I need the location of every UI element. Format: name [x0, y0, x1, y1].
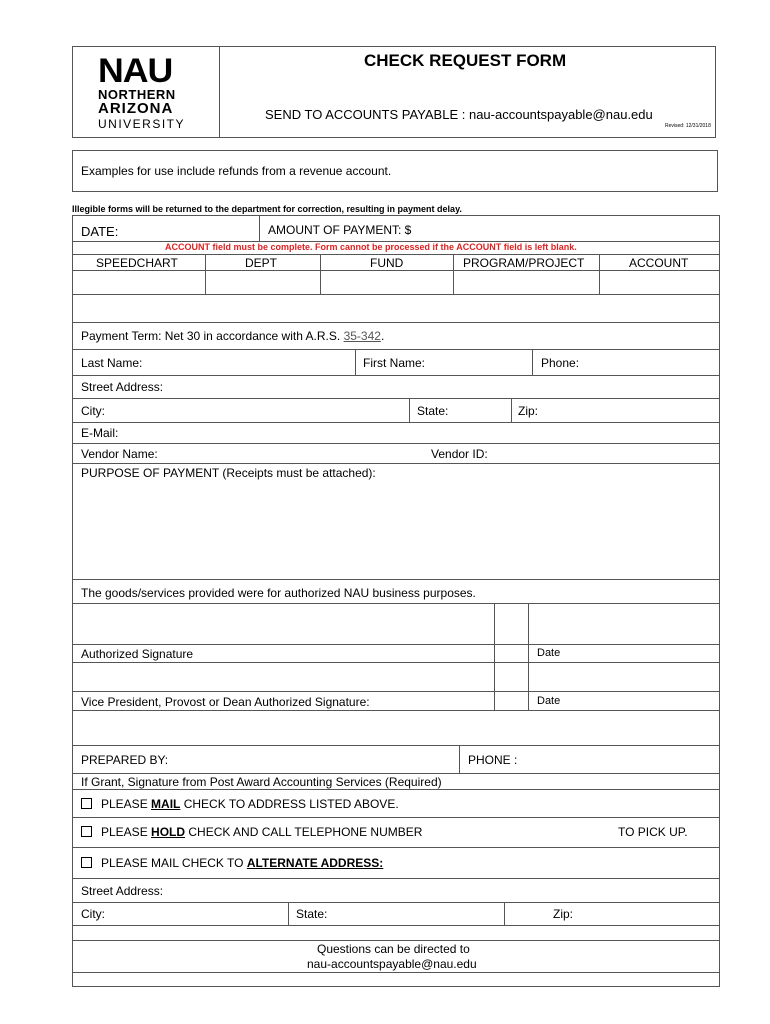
payment-term — [81, 329, 384, 343]
authorized-signature-label: Authorized Signature — [81, 647, 194, 661]
vp-signature-field[interactable] — [73, 663, 494, 691]
prepared-by-label: PREPARED BY: — [81, 753, 169, 767]
grant-note: If Grant, Signature from Post Award Accounting Services (Required) — [81, 775, 442, 789]
divider — [72, 644, 720, 645]
divider — [504, 902, 505, 925]
divider — [72, 972, 720, 973]
purpose-textarea[interactable] — [73, 482, 719, 578]
phone-label: Phone: — [541, 356, 580, 370]
divider — [72, 925, 720, 926]
divider — [72, 294, 720, 295]
divider — [72, 322, 720, 323]
divider — [511, 398, 512, 422]
examples-note: Examples for use include refunds from a revenue account. — [81, 164, 392, 178]
divider — [72, 847, 720, 848]
divider — [288, 902, 289, 925]
option-mail-pre: PLEASE — [101, 797, 152, 811]
divider — [72, 254, 720, 255]
dept-input[interactable] — [206, 271, 320, 294]
speedchart-input[interactable] — [73, 271, 205, 294]
account-header-dept: DEPT — [245, 256, 278, 270]
authorized-date-field[interactable] — [529, 604, 719, 644]
form-title: CHECK REQUEST FORM — [364, 51, 567, 70]
divider — [72, 902, 720, 903]
fund-input[interactable] — [321, 271, 453, 294]
vp-signature-label: Vice President, Provost or Dean Authorized Signature: — [81, 695, 370, 709]
divider — [532, 349, 533, 375]
divider — [72, 691, 720, 692]
alt-street-label: Street Address: — [81, 884, 164, 898]
option-hold-em: HOLD — [151, 825, 186, 839]
option-mail-post: CHECK TO ADDRESS LISTED ABOVE. — [180, 797, 399, 811]
questions-line1: Questions can be directed to — [317, 942, 470, 956]
date-label: DATE: — [81, 224, 119, 239]
amount-label: AMOUNT OF PAYMENT: $ — [268, 223, 412, 237]
divider — [259, 215, 260, 241]
ars-link[interactable]: 35-342 — [343, 329, 381, 343]
account-header-account: ACCOUNT — [629, 256, 689, 270]
authorized-signature-field[interactable] — [73, 604, 494, 644]
divider — [72, 710, 720, 711]
authorized-date-label: Date — [537, 647, 561, 659]
logo-line1: NORTHERN — [98, 87, 176, 102]
email-label: E-Mail: — [81, 426, 119, 440]
divider — [72, 745, 720, 746]
divider — [72, 463, 720, 464]
divider — [409, 398, 410, 422]
divider — [72, 579, 720, 580]
option-hold-pre: PLEASE — [101, 825, 152, 839]
account-header-fund: FUND — [370, 256, 404, 270]
logo-line2: ARIZONA — [98, 100, 174, 117]
last-name-label: Last Name: — [81, 356, 143, 370]
payment-term-suffix: . — [380, 329, 385, 343]
option-alt-em: ALTERNATE ADDRESS: — [246, 856, 384, 870]
questions-email: nau-accountspayable@nau.edu — [307, 957, 477, 971]
option-hold-tail: TO PICK UP. — [618, 825, 688, 839]
account-input[interactable] — [600, 271, 719, 294]
divider — [72, 789, 720, 790]
option-alt-row — [81, 856, 383, 870]
payment-term-text: Payment Term: Net 30 in accordance with A.R.S. — [81, 329, 344, 343]
divider — [72, 422, 720, 423]
option-alt-pre: PLEASE MAIL CHECK TO — [101, 856, 247, 870]
certify-statement: The goods/services provided were for authorized NAU business purposes. — [81, 586, 476, 600]
alt-zip-label: Zip: — [553, 907, 574, 921]
city-label: City: — [81, 404, 105, 418]
account-header-speedchart: SPEEDCHART — [96, 256, 178, 270]
divider — [72, 443, 720, 444]
revised-date: Revised: 12/31/2018 — [665, 123, 711, 129]
option-mail-row — [81, 797, 399, 811]
nau-logo — [96, 52, 206, 132]
divider — [72, 349, 720, 350]
divider — [355, 349, 356, 375]
option-mail-em: MAIL — [151, 797, 181, 811]
account-warning: ACCOUNT field must be complete. Form cannot be processed if the ACCOUNT field is left blank. — [165, 242, 577, 252]
alt-state-label: State: — [296, 907, 328, 921]
divider — [72, 817, 720, 818]
divider — [459, 745, 460, 773]
option-hold-row — [81, 825, 422, 839]
zip-label: Zip: — [518, 404, 539, 418]
divider — [72, 878, 720, 879]
header-divider — [219, 46, 220, 138]
vp-date-field[interactable] — [529, 663, 719, 691]
vendor-name-label: Vendor Name: — [81, 447, 158, 461]
hold-checkbox[interactable] — [81, 826, 92, 837]
preparer-phone-label: PHONE : — [468, 753, 518, 767]
divider — [494, 603, 495, 710]
divider — [72, 398, 720, 399]
option-hold-post: CHECK AND CALL TELEPHONE NUMBER — [185, 825, 423, 839]
logo-line3: UNIVERSITY — [98, 117, 186, 131]
street-label: Street Address: — [81, 380, 164, 394]
account-header-program: PROGRAM/PROJECT — [463, 256, 585, 270]
logo-abbr: NAU — [98, 52, 173, 90]
first-name-label: First Name: — [363, 356, 426, 370]
illegible-note: Illegible forms will be returned to the department for correction, resulting in payment delay. — [72, 204, 462, 214]
program-input[interactable] — [454, 271, 599, 294]
state-label: State: — [417, 404, 449, 418]
divider — [72, 375, 720, 376]
vendor-id-label: Vendor ID: — [431, 447, 488, 461]
vp-date-label: Date — [537, 695, 561, 707]
amount-input[interactable] — [420, 217, 715, 239]
purpose-label: PURPOSE OF PAYMENT (Receipts must be attached): — [81, 466, 376, 480]
divider — [72, 940, 720, 941]
divider — [72, 773, 720, 774]
alt-city-label: City: — [81, 907, 105, 921]
mail-checkbox[interactable] — [81, 798, 92, 809]
send-to-line: SEND TO ACCOUNTS PAYABLE : nau-accountspayable@nau.edu — [265, 107, 653, 122]
alt-address-checkbox[interactable] — [81, 857, 92, 868]
